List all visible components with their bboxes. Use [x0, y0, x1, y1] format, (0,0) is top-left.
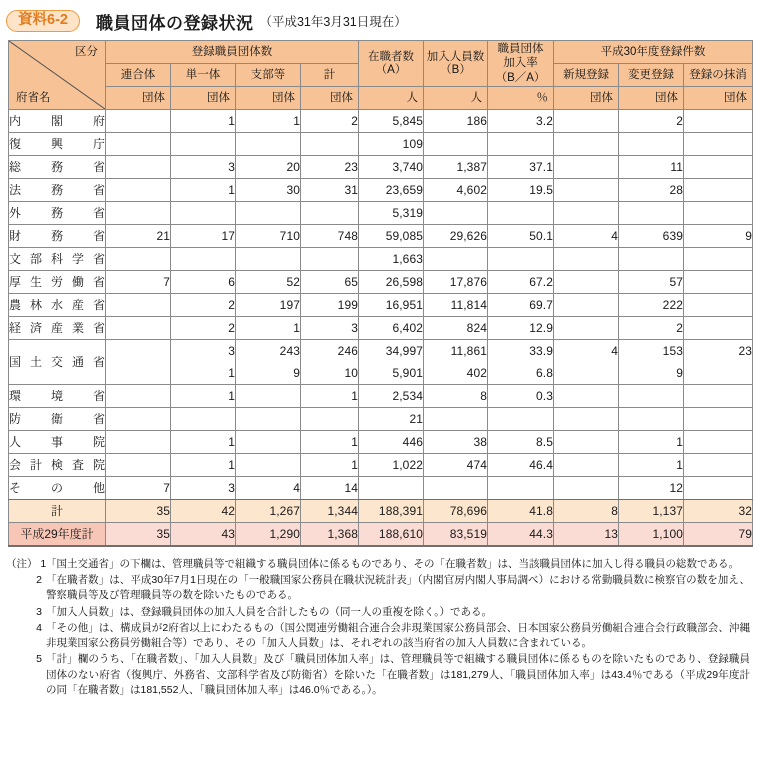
cell-rate: 44.3	[488, 523, 554, 547]
cell-single-body: 2	[171, 294, 236, 317]
cell-incumbents	[359, 477, 424, 500]
cell-branch: 30	[236, 179, 301, 202]
table-row	[9, 133, 753, 156]
cell-rate: 69.7	[488, 294, 554, 317]
cell-subtotal	[301, 133, 359, 156]
footnote-item	[6, 573, 750, 603]
cell-federation	[106, 431, 171, 454]
cell-new-registration: 4	[554, 225, 619, 248]
cell-new-registration	[554, 477, 619, 500]
cell-new-registration	[554, 317, 619, 340]
cell-members: 4,602	[424, 179, 488, 202]
cell-single-body: 1	[171, 454, 236, 477]
cell-incumbents: 188,610	[359, 523, 424, 547]
table-row	[9, 431, 753, 454]
footnote-marker: 5	[36, 653, 42, 666]
footnote-text: 「加入人員数」は、登録職員団体の加入人員を合計したもの（同一人の重複を除く。）である。	[46, 605, 493, 618]
cell-subtotal: 748	[301, 225, 359, 248]
cell-single-body: 1	[171, 385, 236, 408]
cell-incumbents: 109	[359, 133, 424, 156]
cell-new-registration	[554, 454, 619, 477]
cell-members: 1,387	[424, 156, 488, 179]
cell-new-registration	[554, 156, 619, 179]
table-row	[9, 110, 753, 133]
table-row	[9, 385, 753, 408]
cell-new-registration	[554, 202, 619, 225]
cell-single-body: 17	[171, 225, 236, 248]
cell-incumbents: 21	[359, 408, 424, 431]
cell-rate	[488, 477, 554, 500]
group-header-fy30-registrations: 平成30年度登録件数	[554, 41, 753, 64]
cell-change-registration: 222	[619, 294, 684, 317]
cell-incumbents: 1,663	[359, 248, 424, 271]
cell-change-registration: 639	[619, 225, 684, 248]
cell-change-registration: 2	[619, 110, 684, 133]
cell-deletion	[684, 294, 753, 317]
unit-incumbents: 人	[359, 87, 424, 110]
cell-members: 83,519	[424, 523, 488, 547]
table-row-previous-total	[9, 523, 753, 547]
cell-branch	[236, 248, 301, 271]
header-incumbents-label: 在職者数	[368, 51, 414, 64]
cell-change-registration: 1,137	[619, 500, 684, 523]
cell-members: 11,861	[424, 340, 488, 363]
cell-new-registration	[554, 385, 619, 408]
cell-rate: 67.2	[488, 271, 554, 294]
footnote-marker: 4	[36, 621, 42, 634]
cell-deletion: 79	[684, 523, 753, 547]
cell-incumbents: 2,534	[359, 385, 424, 408]
cell-federation	[106, 179, 171, 202]
page-title-bar	[0, 0, 760, 40]
unit-deletion-registration: 団体	[684, 87, 753, 110]
cell-incumbents: 3,740	[359, 156, 424, 179]
row-label-ministry: 復 興 庁	[9, 133, 106, 156]
cell-subtotal: 1	[301, 385, 359, 408]
footnotes	[0, 547, 760, 698]
footnote-item	[6, 652, 750, 698]
row-label-ministry: 財 務 省	[9, 225, 106, 248]
cell-new-registration	[554, 362, 619, 385]
cell-deletion	[684, 110, 753, 133]
cell-change-registration: 11	[619, 156, 684, 179]
cell-subtotal	[301, 202, 359, 225]
row-axis-label: 府省名	[16, 91, 51, 104]
cell-single-body	[171, 202, 236, 225]
cell-members: 474	[424, 454, 488, 477]
cell-deletion	[684, 202, 753, 225]
cell-subtotal: 3	[301, 317, 359, 340]
footnote-text: 「在職者数」は、平成30年7月1日現在の「一般職国家公務員在職状況統計表」（内閣官房内閣人事局調べ）における常勤職員数に検察官の数を加え、警察職員等及び管理職員等の数を除いたものである。	[46, 574, 750, 602]
unit-federation: 団体	[106, 87, 171, 110]
header-members	[424, 41, 488, 87]
cell-branch	[236, 454, 301, 477]
cell-rate: 33.9	[488, 340, 554, 363]
cell-single-body: 1	[171, 431, 236, 454]
cell-rate	[488, 248, 554, 271]
unit-new-registration: 団体	[554, 87, 619, 110]
cell-deletion: 32	[684, 500, 753, 523]
row-label-ministry: 会計検査院	[9, 454, 106, 477]
cell-members: 824	[424, 317, 488, 340]
cell-new-registration	[554, 179, 619, 202]
cell-rate: 19.5	[488, 179, 554, 202]
header-change-registration: 変更登録	[619, 64, 684, 87]
cell-subtotal: 65	[301, 271, 359, 294]
cell-federation	[106, 340, 171, 363]
cell-rate: 12.9	[488, 317, 554, 340]
cell-branch: 9	[236, 362, 301, 385]
cell-deletion: 9	[684, 225, 753, 248]
footnote-text: 「国土交通省」の下欄は、管理職員等で組織する職員団体に係るものであり、その「在職者数」は、当該職員団体に加入し得る職員の総数である。	[46, 558, 739, 570]
header-branch: 支部等	[236, 64, 301, 87]
cell-subtotal	[301, 408, 359, 431]
cell-single-body: 6	[171, 271, 236, 294]
cell-federation	[106, 202, 171, 225]
cell-deletion	[684, 454, 753, 477]
cell-federation	[106, 156, 171, 179]
cell-change-registration: 153	[619, 340, 684, 363]
cell-federation: 7	[106, 477, 171, 500]
cell-deletion	[684, 271, 753, 294]
cell-rate: 8.5	[488, 431, 554, 454]
cell-change-registration: 9	[619, 362, 684, 385]
row-label-ministry: 総 務 省	[9, 156, 106, 179]
row-label-ministry: 外 務 省	[9, 202, 106, 225]
header-new-registration: 新規登録	[554, 64, 619, 87]
cell-change-registration	[619, 202, 684, 225]
footnote-item	[6, 557, 750, 572]
cell-incumbents: 6,402	[359, 317, 424, 340]
cell-rate: 37.1	[488, 156, 554, 179]
table-row	[9, 294, 753, 317]
cell-change-registration: 1	[619, 454, 684, 477]
cell-subtotal: 1	[301, 431, 359, 454]
cell-members: 186	[424, 110, 488, 133]
cell-new-registration	[554, 248, 619, 271]
cell-subtotal: 14	[301, 477, 359, 500]
unit-branch: 団体	[236, 87, 301, 110]
cell-rate	[488, 202, 554, 225]
cell-incumbents: 446	[359, 431, 424, 454]
cell-new-registration: 4	[554, 340, 619, 363]
unit-single-body: 団体	[171, 87, 236, 110]
unit-participation-rate: ％	[488, 87, 554, 110]
cell-branch	[236, 408, 301, 431]
cell-branch: 1	[236, 317, 301, 340]
cell-incumbents: 16,951	[359, 294, 424, 317]
cell-change-registration: 1	[619, 431, 684, 454]
footnote-marker: （注） 1	[6, 558, 47, 570]
cell-incumbents: 23,659	[359, 179, 424, 202]
cell-single-body: 3	[171, 340, 236, 363]
cell-members: 78,696	[424, 500, 488, 523]
cell-single-body: 43	[171, 523, 236, 547]
table-row	[9, 248, 753, 271]
cell-deletion	[684, 317, 753, 340]
cell-branch: 1	[236, 110, 301, 133]
cell-federation	[106, 362, 171, 385]
header-members-label: 加入人員数	[426, 51, 485, 64]
cell-members	[424, 408, 488, 431]
cell-members: 11,814	[424, 294, 488, 317]
row-label-total: 計	[9, 500, 106, 523]
cell-deletion	[684, 408, 753, 431]
cell-single-body: 1	[171, 362, 236, 385]
table-row	[9, 179, 753, 202]
header-federation: 連合体	[106, 64, 171, 87]
cell-incumbents: 59,085	[359, 225, 424, 248]
row-label-ministry: 農林水産省	[9, 294, 106, 317]
cell-change-registration	[619, 408, 684, 431]
cell-rate: 3.2	[488, 110, 554, 133]
cell-new-registration	[554, 431, 619, 454]
cell-single-body: 3	[171, 477, 236, 500]
group-header-registered-groups: 登録職員団体数	[106, 41, 359, 64]
cell-federation	[106, 110, 171, 133]
cell-deletion	[684, 385, 753, 408]
cell-branch	[236, 133, 301, 156]
cell-subtotal: 1,368	[301, 523, 359, 547]
cell-rate: 46.4	[488, 454, 554, 477]
cell-incumbents: 5,845	[359, 110, 424, 133]
cell-new-registration	[554, 110, 619, 133]
cell-rate: 41.8	[488, 500, 554, 523]
cell-new-registration	[554, 294, 619, 317]
cell-federation	[106, 133, 171, 156]
unit-subtotal: 団体	[301, 87, 359, 110]
cell-deletion	[684, 156, 753, 179]
cell-single-body: 2	[171, 317, 236, 340]
cell-branch	[236, 202, 301, 225]
table-row	[9, 408, 753, 431]
cell-members	[424, 202, 488, 225]
cell-deletion	[684, 133, 753, 156]
header-rate-line1: 職員団体	[497, 42, 544, 55]
table-row	[9, 477, 753, 500]
cell-subtotal: 10	[301, 362, 359, 385]
cell-federation	[106, 248, 171, 271]
table-row	[9, 156, 753, 179]
cell-deletion	[684, 179, 753, 202]
cell-single-body: 1	[171, 110, 236, 133]
corner-header-cell	[9, 41, 106, 110]
cell-incumbents: 34,997	[359, 340, 424, 363]
cell-change-registration	[619, 133, 684, 156]
cell-new-registration	[554, 408, 619, 431]
cell-federation	[106, 294, 171, 317]
cell-new-registration: 13	[554, 523, 619, 547]
header-incumbents	[359, 41, 424, 87]
row-label-ministry: そ の 他	[9, 477, 106, 500]
cell-members: 38	[424, 431, 488, 454]
table-container	[0, 40, 760, 547]
table-header	[9, 41, 753, 110]
table-row-total	[9, 500, 753, 523]
row-label-ministry: 経済産業省	[9, 317, 106, 340]
header-rate-sub: （B／A）	[495, 71, 546, 84]
cell-new-registration	[554, 133, 619, 156]
cell-incumbents: 5,319	[359, 202, 424, 225]
cell-federation	[106, 317, 171, 340]
unit-members: 人	[424, 87, 488, 110]
cell-change-registration: 1,100	[619, 523, 684, 547]
table-row	[9, 340, 753, 363]
header-rate-line2: 加入率	[503, 57, 538, 70]
cell-members	[424, 133, 488, 156]
footnote-text: 「その他」は、構成員が2府省以上にわたるもの（国公関連労働組合連合会非現業国家公務員部会、日本国家公務員労働組合連合会行政職部会、沖縄非現業国家公務員労働組合等）であり、その「加入人員数」は、それぞれの該当府省の加入人員数に含まれている。	[46, 621, 750, 650]
cell-subtotal: 246	[301, 340, 359, 363]
footnote-marker: 2	[36, 574, 42, 587]
cell-branch: 243	[236, 340, 301, 363]
cell-federation	[106, 408, 171, 431]
header-single-body: 単一体	[171, 64, 236, 87]
cell-rate: 6.8	[488, 362, 554, 385]
cell-federation	[106, 454, 171, 477]
footnote-marker: 3	[36, 605, 42, 618]
footnote-item	[6, 605, 750, 620]
table-body	[9, 110, 753, 547]
cell-rate: 50.1	[488, 225, 554, 248]
row-label-ministry: 環 境 省	[9, 385, 106, 408]
cell-change-registration: 12	[619, 477, 684, 500]
cell-deletion	[684, 248, 753, 271]
cell-single-body	[171, 133, 236, 156]
cell-branch: 197	[236, 294, 301, 317]
footnote-item	[6, 621, 750, 651]
cell-members: 29,626	[424, 225, 488, 248]
table-row	[9, 271, 753, 294]
cell-single-body: 42	[171, 500, 236, 523]
cell-single-body: 3	[171, 156, 236, 179]
document-number-badge: 資料6-2	[6, 10, 80, 32]
cell-subtotal	[301, 248, 359, 271]
cell-incumbents: 5,901	[359, 362, 424, 385]
cell-federation: 7	[106, 271, 171, 294]
cell-subtotal: 31	[301, 179, 359, 202]
row-label-ministry: 人 事 院	[9, 431, 106, 454]
cell-change-registration: 28	[619, 179, 684, 202]
cell-branch: 52	[236, 271, 301, 294]
header-incumbents-sub: （A）	[375, 63, 407, 76]
cell-single-body	[171, 408, 236, 431]
cell-change-registration	[619, 385, 684, 408]
cell-rate	[488, 133, 554, 156]
cell-subtotal: 199	[301, 294, 359, 317]
cell-single-body: 1	[171, 179, 236, 202]
page-title: 職員団体の登録状況	[95, 13, 254, 33]
cell-subtotal: 2	[301, 110, 359, 133]
cell-federation: 35	[106, 500, 171, 523]
cell-change-registration: 57	[619, 271, 684, 294]
cell-members	[424, 248, 488, 271]
cell-deletion	[684, 477, 753, 500]
cell-federation: 21	[106, 225, 171, 248]
row-label-ministry: 法 務 省	[9, 179, 106, 202]
row-label-ministry: 内 閣 府	[9, 110, 106, 133]
cell-federation: 35	[106, 523, 171, 547]
table-row	[9, 317, 753, 340]
cell-subtotal: 23	[301, 156, 359, 179]
cell-branch	[236, 431, 301, 454]
registration-status-table	[8, 40, 753, 547]
header-members-sub: （B）	[440, 63, 471, 76]
cell-branch: 4	[236, 477, 301, 500]
cell-branch	[236, 385, 301, 408]
cell-branch: 1,267	[236, 500, 301, 523]
header-row-group	[9, 41, 753, 64]
row-label-ministry: 防 衛 省	[9, 408, 106, 431]
page-subtitle: （平成31年3月31日現在）	[259, 15, 407, 29]
cell-branch: 1,290	[236, 523, 301, 547]
cell-members: 8	[424, 385, 488, 408]
header-participation-rate	[488, 41, 554, 87]
cell-federation	[106, 385, 171, 408]
cell-single-body	[171, 248, 236, 271]
table-row	[9, 202, 753, 225]
header-row-units	[9, 87, 753, 110]
cell-new-registration	[554, 271, 619, 294]
header-deletion-registration: 登録の抹消	[684, 64, 753, 87]
cell-rate	[488, 408, 554, 431]
row-label-previous-total: 平成29年度計	[9, 523, 106, 547]
cell-incumbents: 188,391	[359, 500, 424, 523]
footnote-text: 「計」欄のうち、「在職者数」、「加入人員数」及び「職員団体加入率」は、管理職員等で組織する職員団体に係るものを除いたものであり、登録職員団体のない府省（復興庁、外務省、文部科学省及び防衛省）を除いた「在職者数」は181,279人、「職員団体加入率」は43.4％である（平成29年度計の同「在職者数」は181,552人、「職員団体加入率」は46.0％である。）。	[46, 653, 750, 696]
cell-branch: 710	[236, 225, 301, 248]
row-label-ministry: 国土交通省	[9, 340, 106, 385]
header-subtotal: 計	[301, 64, 359, 87]
cell-incumbents: 26,598	[359, 271, 424, 294]
cell-subtotal: 1	[301, 454, 359, 477]
column-axis-label: 区分	[75, 46, 98, 58]
cell-members: 17,876	[424, 271, 488, 294]
unit-change-registration: 団体	[619, 87, 684, 110]
table-row	[9, 362, 753, 385]
cell-members	[424, 477, 488, 500]
row-label-ministry: 文部科学省	[9, 248, 106, 271]
cell-new-registration: 8	[554, 500, 619, 523]
cell-change-registration: 2	[619, 317, 684, 340]
table-row	[9, 225, 753, 248]
cell-subtotal: 1,344	[301, 500, 359, 523]
cell-rate: 0.3	[488, 385, 554, 408]
cell-change-registration	[619, 248, 684, 271]
cell-branch: 20	[236, 156, 301, 179]
cell-deletion: 23	[684, 340, 753, 363]
cell-deletion	[684, 362, 753, 385]
cell-deletion	[684, 431, 753, 454]
table-row	[9, 454, 753, 477]
cell-members: 402	[424, 362, 488, 385]
cell-incumbents: 1,022	[359, 454, 424, 477]
row-label-ministry: 厚生労働省	[9, 271, 106, 294]
